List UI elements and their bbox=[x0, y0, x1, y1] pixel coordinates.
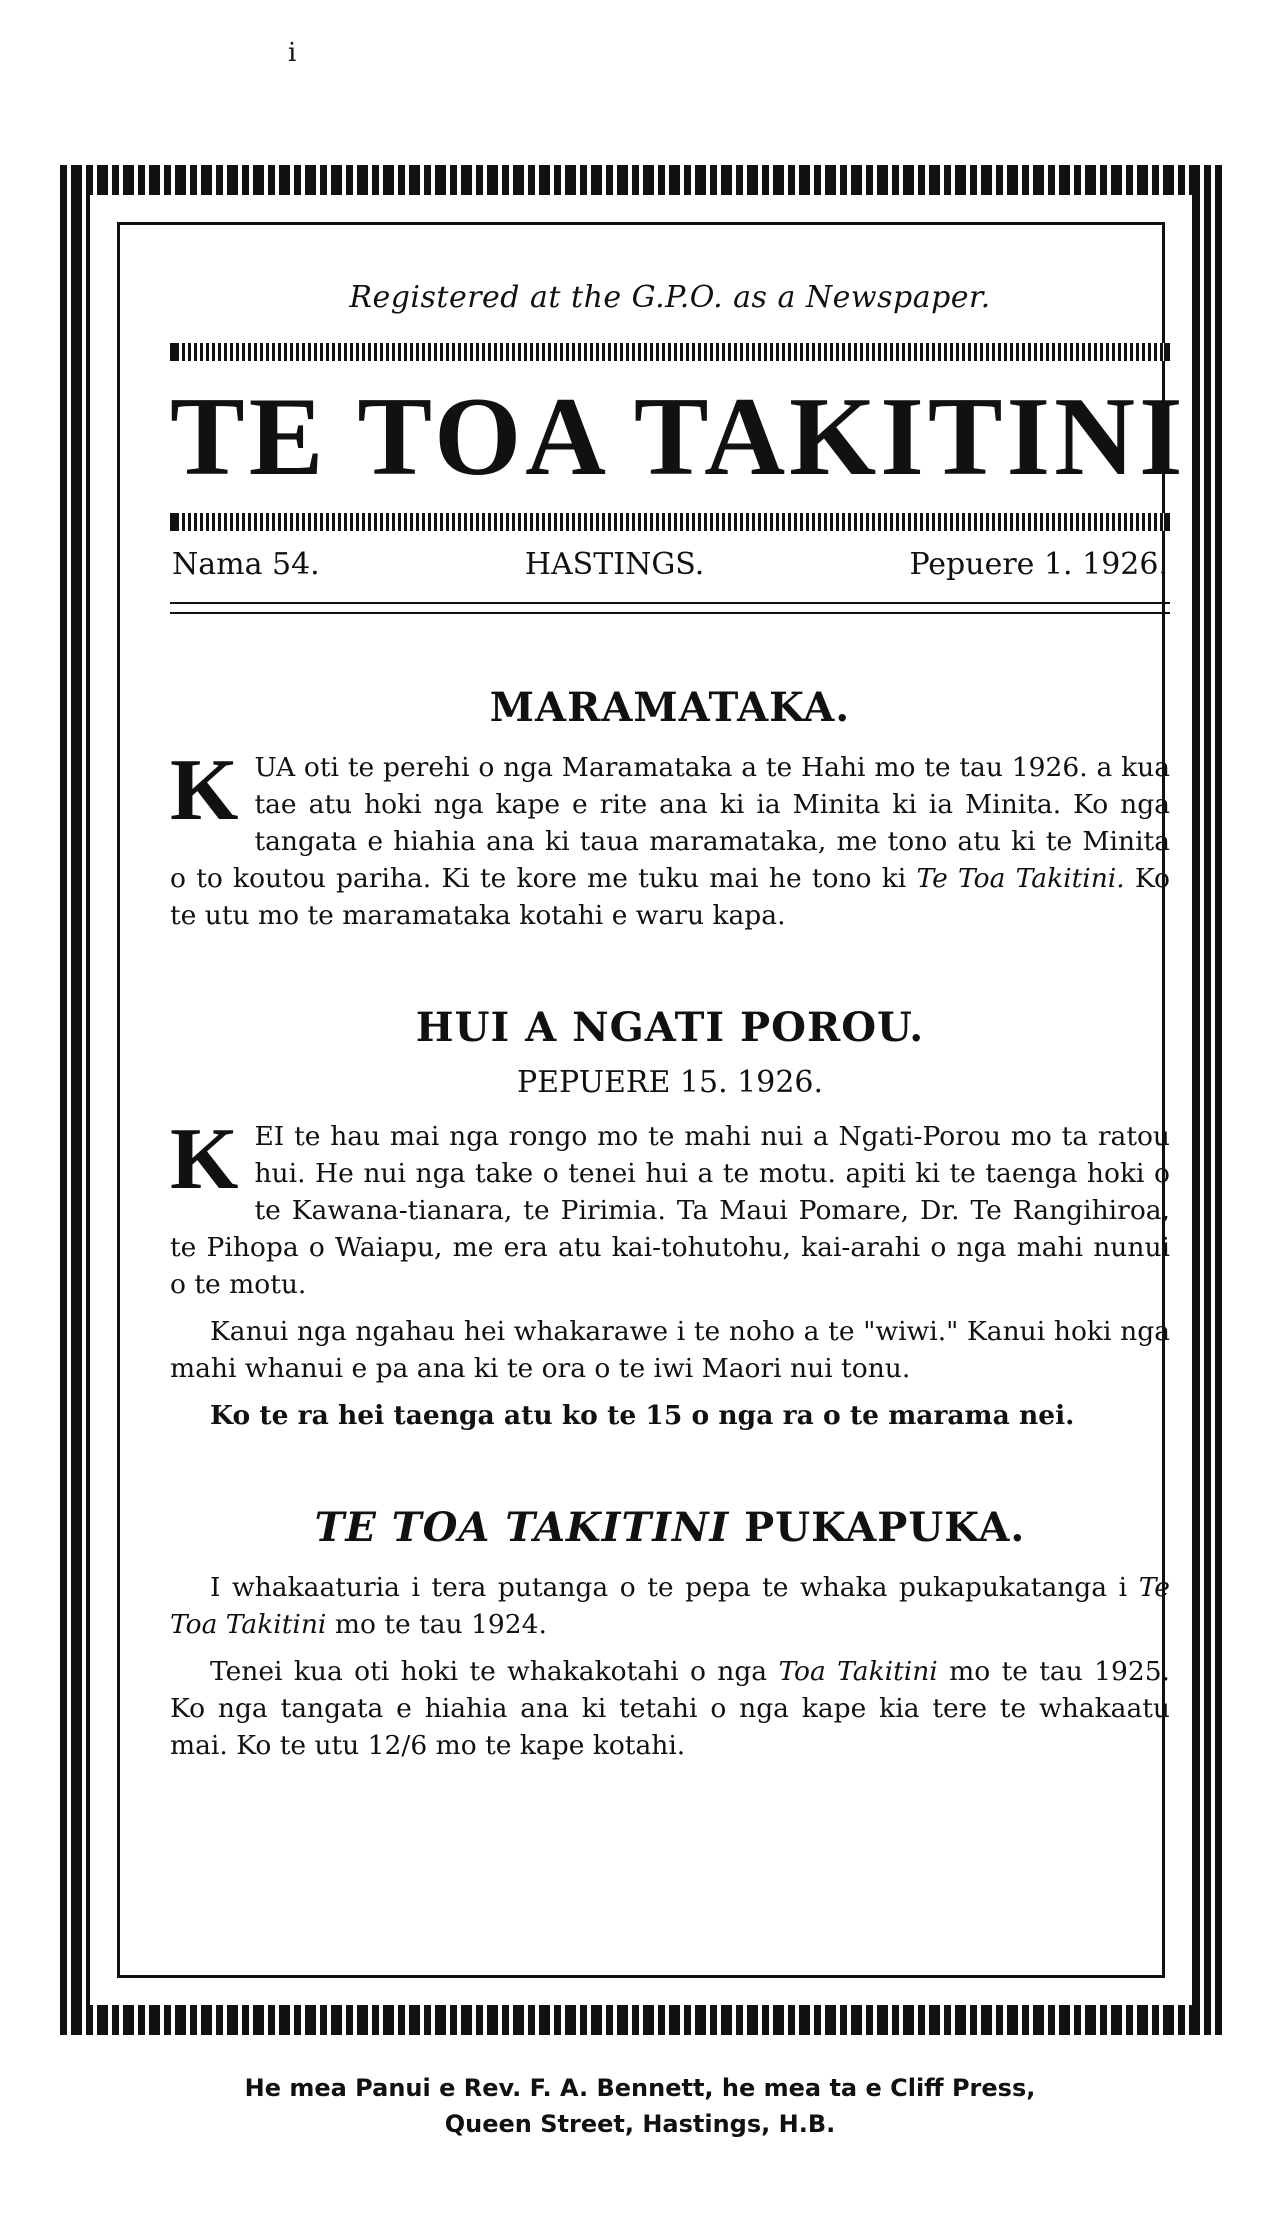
paragraph-text: Ko te utu mo te maramataka kotahi e waru kapa. bbox=[170, 863, 1170, 931]
paragraph-text: Tenei kua oti hoki te whakakotahi o nga bbox=[210, 1656, 779, 1687]
article-hui-ngati-porou bbox=[170, 1004, 1170, 1434]
ornamental-border bbox=[60, 165, 1222, 2035]
article-paragraph bbox=[170, 742, 1170, 934]
drop-cap: K bbox=[170, 742, 239, 839]
imprint-line-1: He mea Panui e Rev. F. A. Bennett, he mea ta e Cliff Press, bbox=[244, 2074, 1036, 2102]
article-headline: HUI A NGATI POROU. bbox=[415, 1004, 925, 1051]
issue-line bbox=[170, 547, 1170, 582]
header-double-rule bbox=[170, 602, 1170, 614]
headline-rest: PUKAPUKA. bbox=[729, 1504, 1026, 1551]
article-paragraph: Kanui nga ngahau hei whakarawe i te noho a te "wiwi." Kanui hoki nga mahi whanui e pa ana ki te ora o te iwi Maori nui tonu. bbox=[170, 1316, 1170, 1384]
article-pukapuka bbox=[170, 1504, 1170, 1764]
headline-italic-part: TE TOA TAKITINI bbox=[314, 1504, 730, 1551]
article-headline: MARAMATAKA. bbox=[489, 684, 851, 731]
paragraph-text: mo te tau 1924. bbox=[326, 1609, 547, 1640]
issue-number: Nama 54. bbox=[172, 547, 320, 582]
masthead-rule-bottom bbox=[170, 513, 1170, 531]
paragraph-text: mo te tau 1925. Ko nga tangata e hiahia ana ki tetahi o nga kape kia tere te whakaatu mai. Ko te utu 12/6 mo te kape kotahi. bbox=[170, 1656, 1170, 1761]
paragraph-text: EI te hau mai nga rongo mo te mahi nui a Ngati-Porou mo ta ratou hui. He nui nga take o tenei hui a te motu. apiti ki te taenga hoki o te Kawana-tianara, te Pirimia. Ta Maui Pomare, Dr. Te Rangihiroa, te Pihopa o Waiapu, me era atu kai-tohutohu, kai-arahi o nga mahi nunui o te motu. bbox=[170, 1121, 1170, 1300]
issue-date: Pepuere 1. 1926. bbox=[909, 547, 1168, 582]
article-paragraph bbox=[170, 1653, 1170, 1764]
imprint-line-2: Queen Street, Hastings, H.B. bbox=[444, 2110, 836, 2138]
paragraph-italic: Te Toa Takitini. bbox=[916, 863, 1125, 894]
imprint-footer bbox=[0, 2070, 1280, 2142]
article-subhead: PEPUERE 15. 1926. bbox=[516, 1065, 824, 1100]
issue-place: HASTINGS. bbox=[524, 547, 705, 582]
article-paragraph-date: Ko te ra hei taenga atu ko te 15 o nga ra o te marama nei. bbox=[210, 1400, 1075, 1431]
paragraph-text: UA oti te perehi o nga Maramataka a te Hahi mo te tau 1926. a kua tae atu hoki nga kape e rite ana ki ia Minita ki ia Minita. Ko nga tangata e hiahia ana ki taua maramataka, me tono atu ki te Minita o to koutou pariha. Ki te kore me tuku mai he tono ki bbox=[170, 752, 1170, 894]
front-page-content bbox=[170, 280, 1187, 1774]
paragraph-text: I whakaaturia i tera putanga o te pepa te whaka pukapukatanga i bbox=[210, 1572, 1139, 1603]
drop-cap: K bbox=[170, 1111, 239, 1208]
masthead-title: TE TOA TAKITINI bbox=[170, 375, 1187, 499]
article-maramataka bbox=[170, 684, 1170, 934]
article-paragraph bbox=[170, 1111, 1170, 1303]
print-mark: ⅰ bbox=[288, 38, 297, 68]
masthead-rule-top bbox=[170, 343, 1170, 361]
article-headline bbox=[170, 1504, 1170, 1551]
article-paragraph bbox=[170, 1569, 1170, 1643]
paragraph-italic: Te Toa Takitini bbox=[170, 1572, 1170, 1640]
registration-note: Registered at the G.P.O. as a Newspaper. bbox=[349, 280, 991, 315]
paragraph-italic: Toa Takitini bbox=[778, 1656, 938, 1687]
